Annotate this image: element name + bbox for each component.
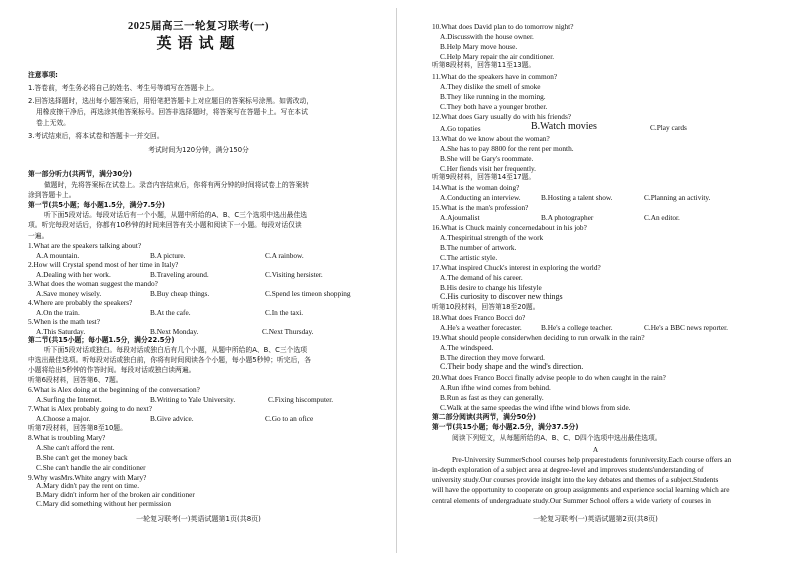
question-4: 4.Where are probably the speakers? [28,298,133,307]
option-c: C.Her fiends visit her frequently. [440,164,536,173]
page-footer: 一轮复习联考(一)英语试题第1页(共8页) [136,515,261,523]
option-b: B.Writing to Yale University. [150,395,236,404]
material-6-label: 听第6段材料，回答第6、7题。 [28,376,123,384]
option-c: C.Fixing hiscomputer. [268,395,334,404]
option-c: C.He's a BBC news reporter. [644,323,728,332]
note-line: 2.回答选择题时，选出每小题答案后，用铅笔把答题卡上对应题目的答案标号涂黑。如需改动， [28,97,314,105]
option-b: B.She will be Gary's roommate. [440,154,534,163]
option-a: A.Surfing the Intemet. [36,395,102,404]
option-a: A.The windspeed. [440,343,494,352]
passage-line: Pre-University SummerSchool courses help preparestudents foruniversity.Each course offers an [452,455,732,464]
option-c: C.Visiting hersister. [265,270,323,279]
note-line: 卷上无效。 [36,119,70,127]
option-c: C.Next Thursday. [262,327,314,336]
option-c: C.Mary did something without her permission [36,499,171,508]
section2-instruction: 听下面5段对话或独白。每段对话或独白后有几个小题，从题中所给的A、B、C三个选项 [44,346,308,354]
option-a: A.On the train. [36,308,80,317]
option-c: C.The artistic style. [440,253,498,262]
part2-section1-heading: 第一节(共15小题；每小题2.5分，满分37.5分) [432,423,579,431]
section1-instruction: 一遍。 [28,232,49,240]
time-score: 考试时间为120分钟，满分150分 [148,146,249,154]
note-line: 1.答卷前，考生务必将自己的姓名、考生号等填写在答题卡上。 [28,84,218,92]
question-13: 13.What do we know about the woman? [432,134,550,143]
option-a: A.The demand of his career. [440,273,523,282]
option-a: A.This Saturday. [36,327,86,336]
option-a: A.He's a weather forecaster. [440,323,522,332]
option-b: B.The direction they move forward. [440,353,545,362]
option-a: A.Thespiritual strength of the work [440,233,544,242]
section2-heading: 第二节(共15小题；每小题1.5分，满分22.5分) [28,336,175,344]
question-3: 3.What does the woman suggest the mando? [28,279,158,288]
note-line: 3.考试结束后，将本试卷和答题卡一并交回。 [28,132,164,140]
option-c: C.Their body shape and the wind's direction. [440,362,584,371]
question-7: 7.What is Alex probably going to do next? [28,404,153,413]
subject-title: 英语试题 [156,36,241,52]
option-c: C.A rainbow. [265,251,304,260]
option-b: B.The number of artwork. [440,243,517,252]
passage-line: university study.Our courses provide insight into the key debates and themes of a subject.Students [432,475,719,484]
part1-instruction: 做题时，先将答案标在试卷上。录音内容结束后，你将有两分钟的时间将试卷上的答案转 [44,181,310,189]
question-1: 1.What are the speakers talking about? [28,241,142,250]
section1-instruction: 项。听完每段对话后，你都有10秒钟的时间来回答有关小题和阅读下一小题。每段对话仅读 [28,221,302,229]
note-line: 用橡皮擦干净后，再选涂其他答案标号。回答非选择题时，将答案写在答题卡上。写在本试 [36,108,308,116]
option-b: B.A photographer [541,213,594,222]
option-c: C.She can't handle the air conditioner [36,463,146,472]
option-a: A.She has to pay 8800 for the rent per month. [440,144,574,153]
option-c: C.An editor. [644,213,680,222]
question-11: 11.What do the speakers have in common? [432,72,558,81]
option-b: B.Next Monday. [150,327,199,336]
part2-instruction: 阅读下列短文，从每题所给的A、B、C、D四个选项中选出最佳选项。 [452,434,662,442]
material-7-label: 听第7段材料，回答第8至10题。 [28,424,127,432]
option-b: B.He's a college teacher. [541,323,613,332]
question-12: 12.What does Gary usually do with his friends? [432,112,572,121]
option-a: A.They dislike the smell of smoke [440,82,541,91]
option-b: B.Run as fast as they can generally. [440,393,544,402]
section2-instruction: 小题将给出5秒钟的作答时间。每段对话或独白读两遍。 [28,366,196,374]
part2-heading: 第二部分阅读(共两节，满分50分) [432,413,537,421]
question-5: 5.When is the math test? [28,317,100,326]
question-16: 16.What is Chuck mainly concernedabout in his job? [432,223,587,232]
question-19: 19.What should people considerwhen deciding to run orwalk in the rain? [432,333,645,342]
question-6: 6.What is Alex doing at the beginning of the conversation? [28,385,200,394]
option-c: C.In the taxi. [265,308,304,317]
passage-label: A [592,445,599,454]
option-a: A.Ajoumalist [440,213,480,222]
question-20: 20.What does Franco Bocci finally advise people to do when caught in the rain? [432,373,666,382]
part1-heading: 第一部分听力(共两节，满分30分) [28,170,133,178]
question-10: 10.What does David plan to do tomorrow night? [432,22,574,31]
page-2 [397,0,794,561]
option-a: A.Mary didn't pay the rent on time. [36,481,140,490]
option-b: B.At the cafe. [150,308,191,317]
exam-title: 2025届高三一轮复习联考(一) [128,21,269,32]
question-17: 17.What inspired Chuck's interest in exploring the world? [432,263,601,272]
option-b: B.Help Mary move house. [440,42,518,51]
notes-heading: 注意事项: [28,71,58,79]
question-9: 9.Why wasMrs.White angry with Mary? [28,473,147,482]
option-c: C.Spend les timeon shopping [265,289,351,298]
option-b: B.They like running in the morning. [440,92,546,101]
option-c: C.Help Mary repair the air conditioner. [440,52,555,61]
passage-line: in-depth exploration of a subject area at degree-level and improves students'understanding of [432,465,704,474]
option-b: B.Mary didn't inform her of the broken air conditioner [36,490,195,499]
question-15: 15.What is the man's profession? [432,203,529,212]
question-2: 2.How will Crystal spend most of her time in Italy? [28,260,179,269]
question-18: 18.What does Franco Bocci do? [432,313,526,322]
page-footer: 一轮复习联考(一)英语试题第2页(共8页) [533,515,658,523]
option-b: B.Buy cheap things. [150,289,210,298]
material-9-label: 听第9段材料，回答第14至17题。 [432,173,536,181]
option-b: B.She can't get the money back [36,453,128,462]
option-c: C.They both have a younger brother. [440,102,548,111]
option-c: C.His curiosity to discover new things [440,292,563,301]
option-b: B.Traveling around. [150,270,209,279]
option-a: A.She can't afford the rent. [36,443,115,452]
option-b: B.Watch movies [531,121,597,132]
material-8-label: 听第8段材料，回答第11至13题。 [432,61,536,69]
option-c: C.Planning an activity. [644,193,711,202]
passage-line: will have the opportunity to cooperate on group assignments and experience social learning which are [432,485,730,494]
option-c: C.Walk at the same speedas the wind ifthe wind blows from side. [440,403,631,412]
option-b: B.Hosting a talent show. [541,193,613,202]
option-a: A.Choose a major. [36,414,91,423]
section1-instruction: 听下面5段对话。每段对话后有一个小题，从题中所给的A、B、C三个选项中选出最佳选 [44,211,308,219]
question-14: 14.What is the woman doing? [432,183,520,192]
section1-heading: 第一节(共5小题；每小题1.5分，满分7.5分) [28,201,165,209]
option-a: A.Go topaties [440,124,481,133]
option-b: B.A picture. [150,251,186,260]
option-a: A.A mountain. [36,251,80,260]
question-8: 8.What is troubling Mary? [28,433,106,442]
option-a: A.Save money wisely. [36,289,102,298]
option-b: B.His desire to change his lifestyle [440,283,542,292]
passage-line: central elements of undergraduate study.Our Summer School offers a wide variety of courses in [432,496,711,505]
part1-instruction: 涂到答题卡上。 [28,191,76,199]
material-10-label: 听第10段材料，回答第18至20题。 [432,303,540,311]
option-a: A.Run ifthe wind comes from behind. [440,383,551,392]
option-a: A.Dealing with her work. [36,270,111,279]
option-b: B.Give advice. [150,414,194,423]
option-a: A.Conducting an interview. [440,193,521,202]
option-c: C.Play cards [650,123,687,132]
section2-instruction: 中选出最佳选项。听每段对话或独白前，你将有时间阅读各个小题，每小题5秒钟；听完后，各 [28,356,311,364]
option-c: C.Go to an ofice [265,414,314,423]
option-a: A.Discusswith the house owner. [440,32,534,41]
